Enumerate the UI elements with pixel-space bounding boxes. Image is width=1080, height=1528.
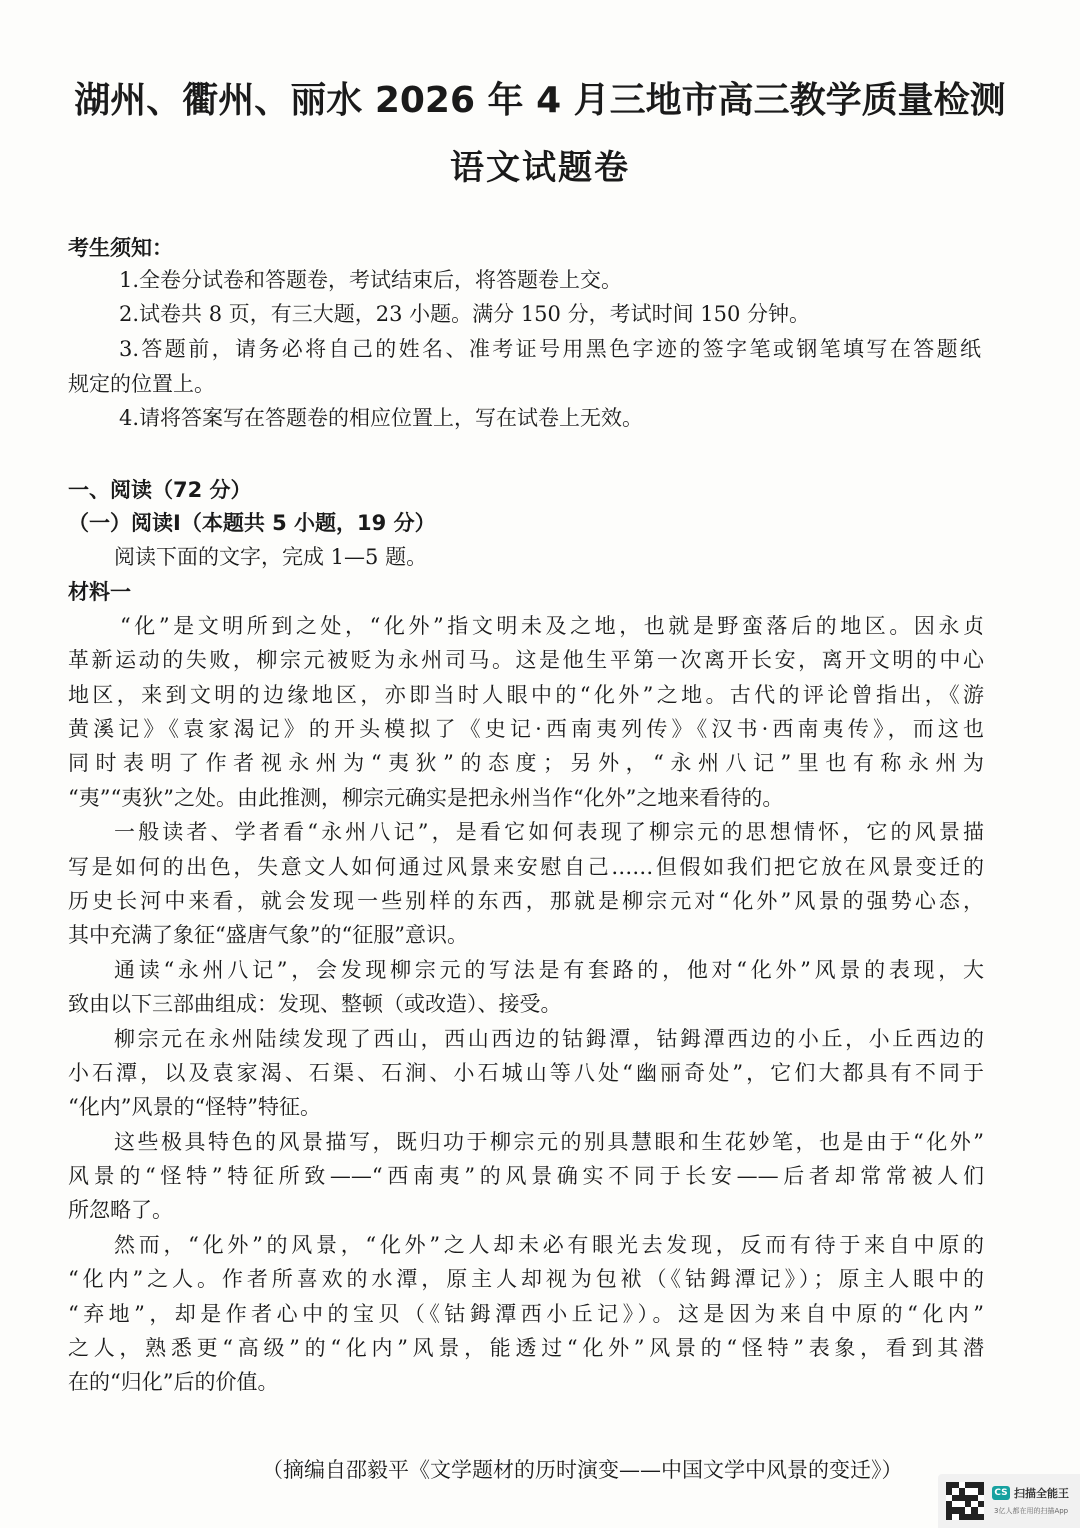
passage-line: 一般读者、学者看“永州八记”，是看它如何表现了柳宗元的思想情怀，它的风景描 (114, 820, 984, 844)
passage-line: “夷”“夷狄”之处。由此推测，柳宗元确实是把永州当作“化外”之地来看待的。 (68, 786, 784, 810)
passage-line: 柳宗元在永州陆续发现了西山，西山西边的钴鉧潭，钴鉧潭西边的小丘，小丘西边的 (114, 1027, 984, 1051)
passage-line: 然而，“化外”的风景，“化外”之人却未必有眼光去发现，反而有待于来自中原的 (114, 1233, 984, 1257)
passage-line: 写是如何的出色，失意文人如何通过风景来安慰自己……但假如我们把它放在风景变迁的 (68, 855, 984, 879)
passage-line: 历史长河中来看，就会发现一些别样的东西，那就是柳宗元对“化外”风景的强势心态， (68, 889, 984, 913)
sub-section-heading: （一）阅读Ⅰ（本题共 5 小题，19 分） (68, 511, 436, 535)
scanner-app-name: 扫描全能王 (1014, 1487, 1069, 1500)
notice-line: 2.试卷共 8 页，有三大题，23 小题。满分 150 分，考试时间 150 分钟。 (119, 302, 811, 326)
scanner-watermark (938, 1474, 1080, 1528)
instruction: 阅读下面的文字，完成 1—5 题。 (114, 545, 428, 569)
notice-line: 1.全卷分试卷和答题卷，考试结束后，将答题卷上交。 (119, 268, 623, 292)
passage-line: 小石潭，以及袁家渴、石渠、石涧、小石城山等八处“幽丽奇处”，它们大都具有不同于 (68, 1061, 984, 1085)
passage-line: “化内”之人。作者所喜欢的水潭，原主人却视为包袱（《钴鉧潭记》）；原主人眼中的 (68, 1267, 984, 1291)
passage-line: 同时表明了作者视永州为“夷狄”的态度；另外，“永州八记”里也有称永州为 (68, 751, 984, 775)
passage-line: 所忽略了。 (68, 1198, 173, 1222)
notice-line: 4.请将答案写在答题卷的相应位置上，写在试卷上无效。 (119, 406, 644, 430)
notice-line: 规定的位置上。 (68, 372, 215, 396)
passage-line: 黄溪记》《袁家渴记》的开头模拟了《史记·西南夷列传》《汉书·西南夷传》，而这也 (68, 717, 984, 741)
passage-line: “化内”风景的“怪特”特征。 (68, 1095, 321, 1119)
passage-line: 这些极具特色的风景描写，既归功于柳宗元的别具慧眼和生花妙笔，也是由于“化外” (114, 1130, 984, 1154)
material-label: 材料一 (68, 580, 131, 604)
passage-line: 风景的“怪特”特征所致——“西南夷”的风景确实不同于长安——后者却常常被人们 (68, 1164, 984, 1188)
notice-heading: 考生须知： (68, 236, 173, 260)
passage-line: 革新运动的失败，柳宗元被贬为永州司马。这是他生平第一次离开长安，离开文明的中心 (68, 648, 984, 672)
exam-title: 湖州、衢州、丽水 2026 年 4 月三地市高三教学质量检测 (74, 80, 1006, 121)
passage-line: 之人，熟悉更“高级”的“化内”风景，能透过“化外”风景的“怪特”表象，看到其潜 (68, 1336, 984, 1360)
passage-line: 在的“归化”后的价值。 (68, 1370, 279, 1394)
passage-line: 致由以下三部曲组成：发现、整顿（或改造）、接受。 (68, 992, 562, 1016)
source-citation: （摘编自邵毅平《文学题材的历时演变——中国文学中风景的变迁》） (262, 1458, 903, 1482)
paper-subtitle: 语文试题卷 (450, 148, 630, 188)
passage-line: “弃地”，却是作者心中的宝贝（《钴鉧潭西小丘记》）。这是因为来自中原的“化内” (68, 1302, 984, 1326)
qr-code-icon (946, 1482, 984, 1520)
passage-line: 通读“永州八记”，会发现柳宗元的写法是有套路的，他对“化外”风景的表现，大 (114, 958, 984, 982)
scanner-logo-icon: CS (992, 1486, 1010, 1500)
passage-line: 其中充满了象征“盛唐气象”的“征服”意识。 (68, 923, 468, 947)
notice-line: 3.答题前，请务必将自己的姓名、准考证号用黑色字迹的签字笔或钢笔填写在答题纸 (119, 337, 981, 361)
passage-line: “化”是文明所到之处，“化外”指文明未及之地，也就是野蛮落后的地区。因永贞 (120, 614, 984, 638)
passage-line: 地区，来到文明的边缘地区，亦即当时人眼中的“化外”之地。古代的评论曾指出，《游 (68, 683, 984, 707)
scanner-tagline: 3亿人都在用的扫描App (994, 1507, 1069, 1515)
section-heading: 一、阅读（72 分） (68, 478, 252, 502)
